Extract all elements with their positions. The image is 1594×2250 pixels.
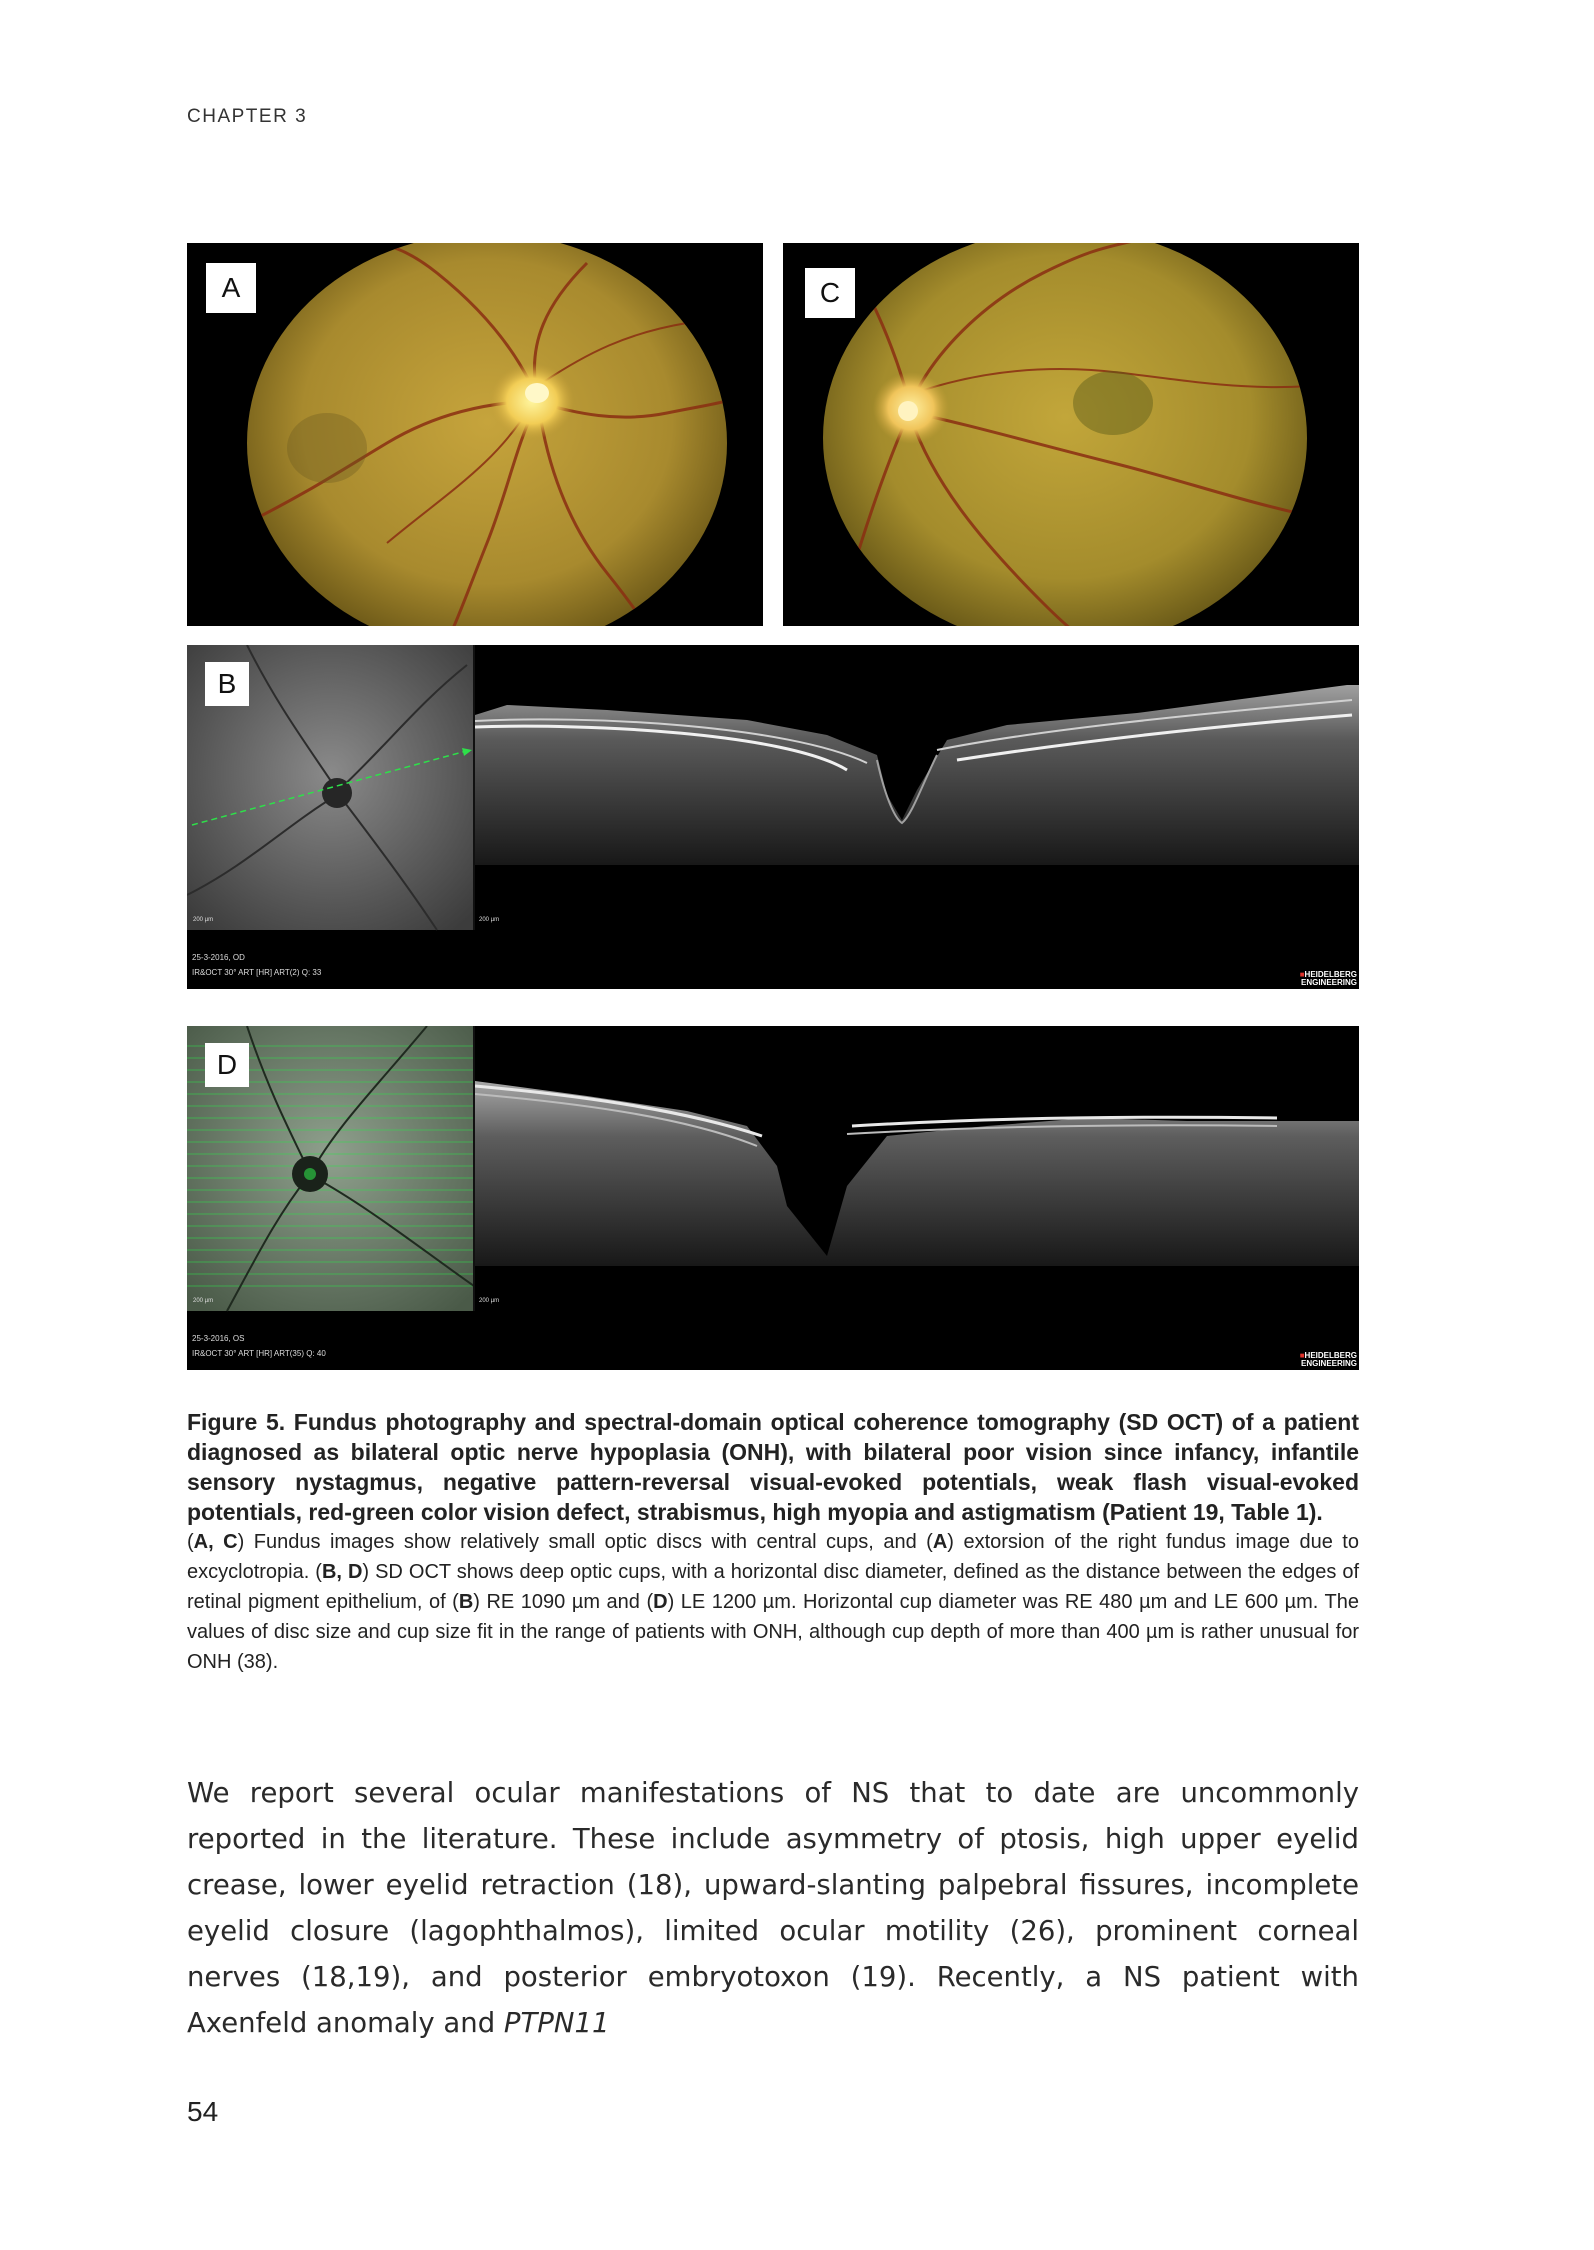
panel-label-d: D <box>205 1043 249 1087</box>
oct-image-d <box>187 1026 1359 1370</box>
oct-b-date: 25-3-2016, OD <box>192 953 245 962</box>
gene-name: PTPN11 <box>503 2007 610 2039</box>
fundus-c-graphic <box>783 243 1359 626</box>
page-number: 54 <box>187 2096 219 2127</box>
oct-d-date: 25-3-2016, OS <box>192 1334 245 1343</box>
oct-d-brand-line1: HEIDELBERG <box>1304 1351 1357 1360</box>
fundus-image-c <box>783 243 1359 626</box>
oct-d-scale-oct: 200 µm <box>479 1298 500 1304</box>
caption-ref-bd: B, D <box>321 1561 363 1583</box>
fundus-image-a <box>187 243 763 626</box>
caption-body <box>187 1527 1359 1677</box>
panel-label-a: A <box>206 263 256 313</box>
oct-b-brand: ■HEIDELBERG ENGINEERING <box>1299 970 1357 987</box>
chapter-header: CHAPTER 3 <box>187 106 308 127</box>
oct-b-brand-line1: HEIDELBERG <box>1304 970 1357 979</box>
oct-d-brand-line2: ENGINEERING <box>1300 1359 1357 1368</box>
caption-ref-b: B <box>458 1591 474 1613</box>
oct-b-scan-info: IR&OCT 30° ART [HR] ART(2) Q: 33 <box>192 968 322 977</box>
caption-text-4: ) RE 1090 µm and ( <box>473 1591 654 1613</box>
caption-text-1: ) Fundus images show relatively small optic discs with central cups, and ( <box>237 1531 933 1553</box>
caption-paren: ( <box>187 1531 194 1553</box>
figure-caption <box>187 1407 1359 1677</box>
caption-text-3: ) SD OCT shows deep optic cups, with a horizontal disc diameter, defined as the distance between the edges of retinal pigment epithelium, of ( <box>187 1561 1360 1613</box>
oct-b-graphic <box>187 645 1359 989</box>
fundus-a-graphic <box>187 243 763 626</box>
caption-ref-ac: A, C <box>193 1531 238 1553</box>
oct-d-brand: ■HEIDELBERG ENGINEERING <box>1299 1351 1357 1368</box>
oct-b-scale-oct: 200 µm <box>479 917 500 923</box>
oct-b-scale-ir: 200 µm <box>193 917 214 923</box>
caption-text-5: ) LE 1200 µm. Horizontal cup diameter was RE 480 µm and LE 600 µm. The values of disc size and cup size fit in the range of patients with ONH, although cup depth of more than 400 µm is rather unusual for ONH (38). <box>187 1591 1359 1673</box>
body-paragraph <box>187 1770 1359 2046</box>
caption-title: Figure 5. Fundus photography and spectral-domain optical coherence tomography (SD OCT) of a patient diagnosed as bilateral optic nerve hypoplasia (ONH), with bilateral poor vision since infancy, infantile sensory nystagmus, negative pattern-reversal visual-evoked potentials, weak flash visual-evoked potentials, red-green color vision defect, strabismus, high myopia and astigmatism (Patient 19, Table 1). <box>187 1409 1359 1525</box>
oct-d-scan-info: IR&OCT 30° ART [HR] ART(35) Q: 40 <box>192 1349 326 1358</box>
caption-text-2: ) extorsion of the right fundus image due to excyclotropia. ( <box>187 1531 1359 1583</box>
oct-d-graphic <box>187 1026 1359 1370</box>
body-paragraph-text: We report several ocular manifestations of NS that to date are uncommonly reported in the literature. These include asymmetry of ptosis, high upper eyelid crease, lower eyelid retraction (18), upward-slanting palpebral fissures, incomplete eyelid closure (lagophthalmos), limited ocular motility (26), prominent corneal nerves (18,19), and posterior embryotoxon (19). Recently, a NS patient with Axenfeld anomaly and <box>187 1777 1359 2039</box>
oct-b-brand-line2: ENGINEERING <box>1300 978 1357 987</box>
caption-ref-d: D <box>653 1591 668 1613</box>
oct-d-scale-ir: 200 µm <box>193 1298 214 1304</box>
caption-ref-a: A <box>932 1531 948 1553</box>
panel-label-b: B <box>205 662 249 706</box>
oct-image-b <box>187 645 1359 989</box>
panel-label-c: C <box>805 268 855 318</box>
